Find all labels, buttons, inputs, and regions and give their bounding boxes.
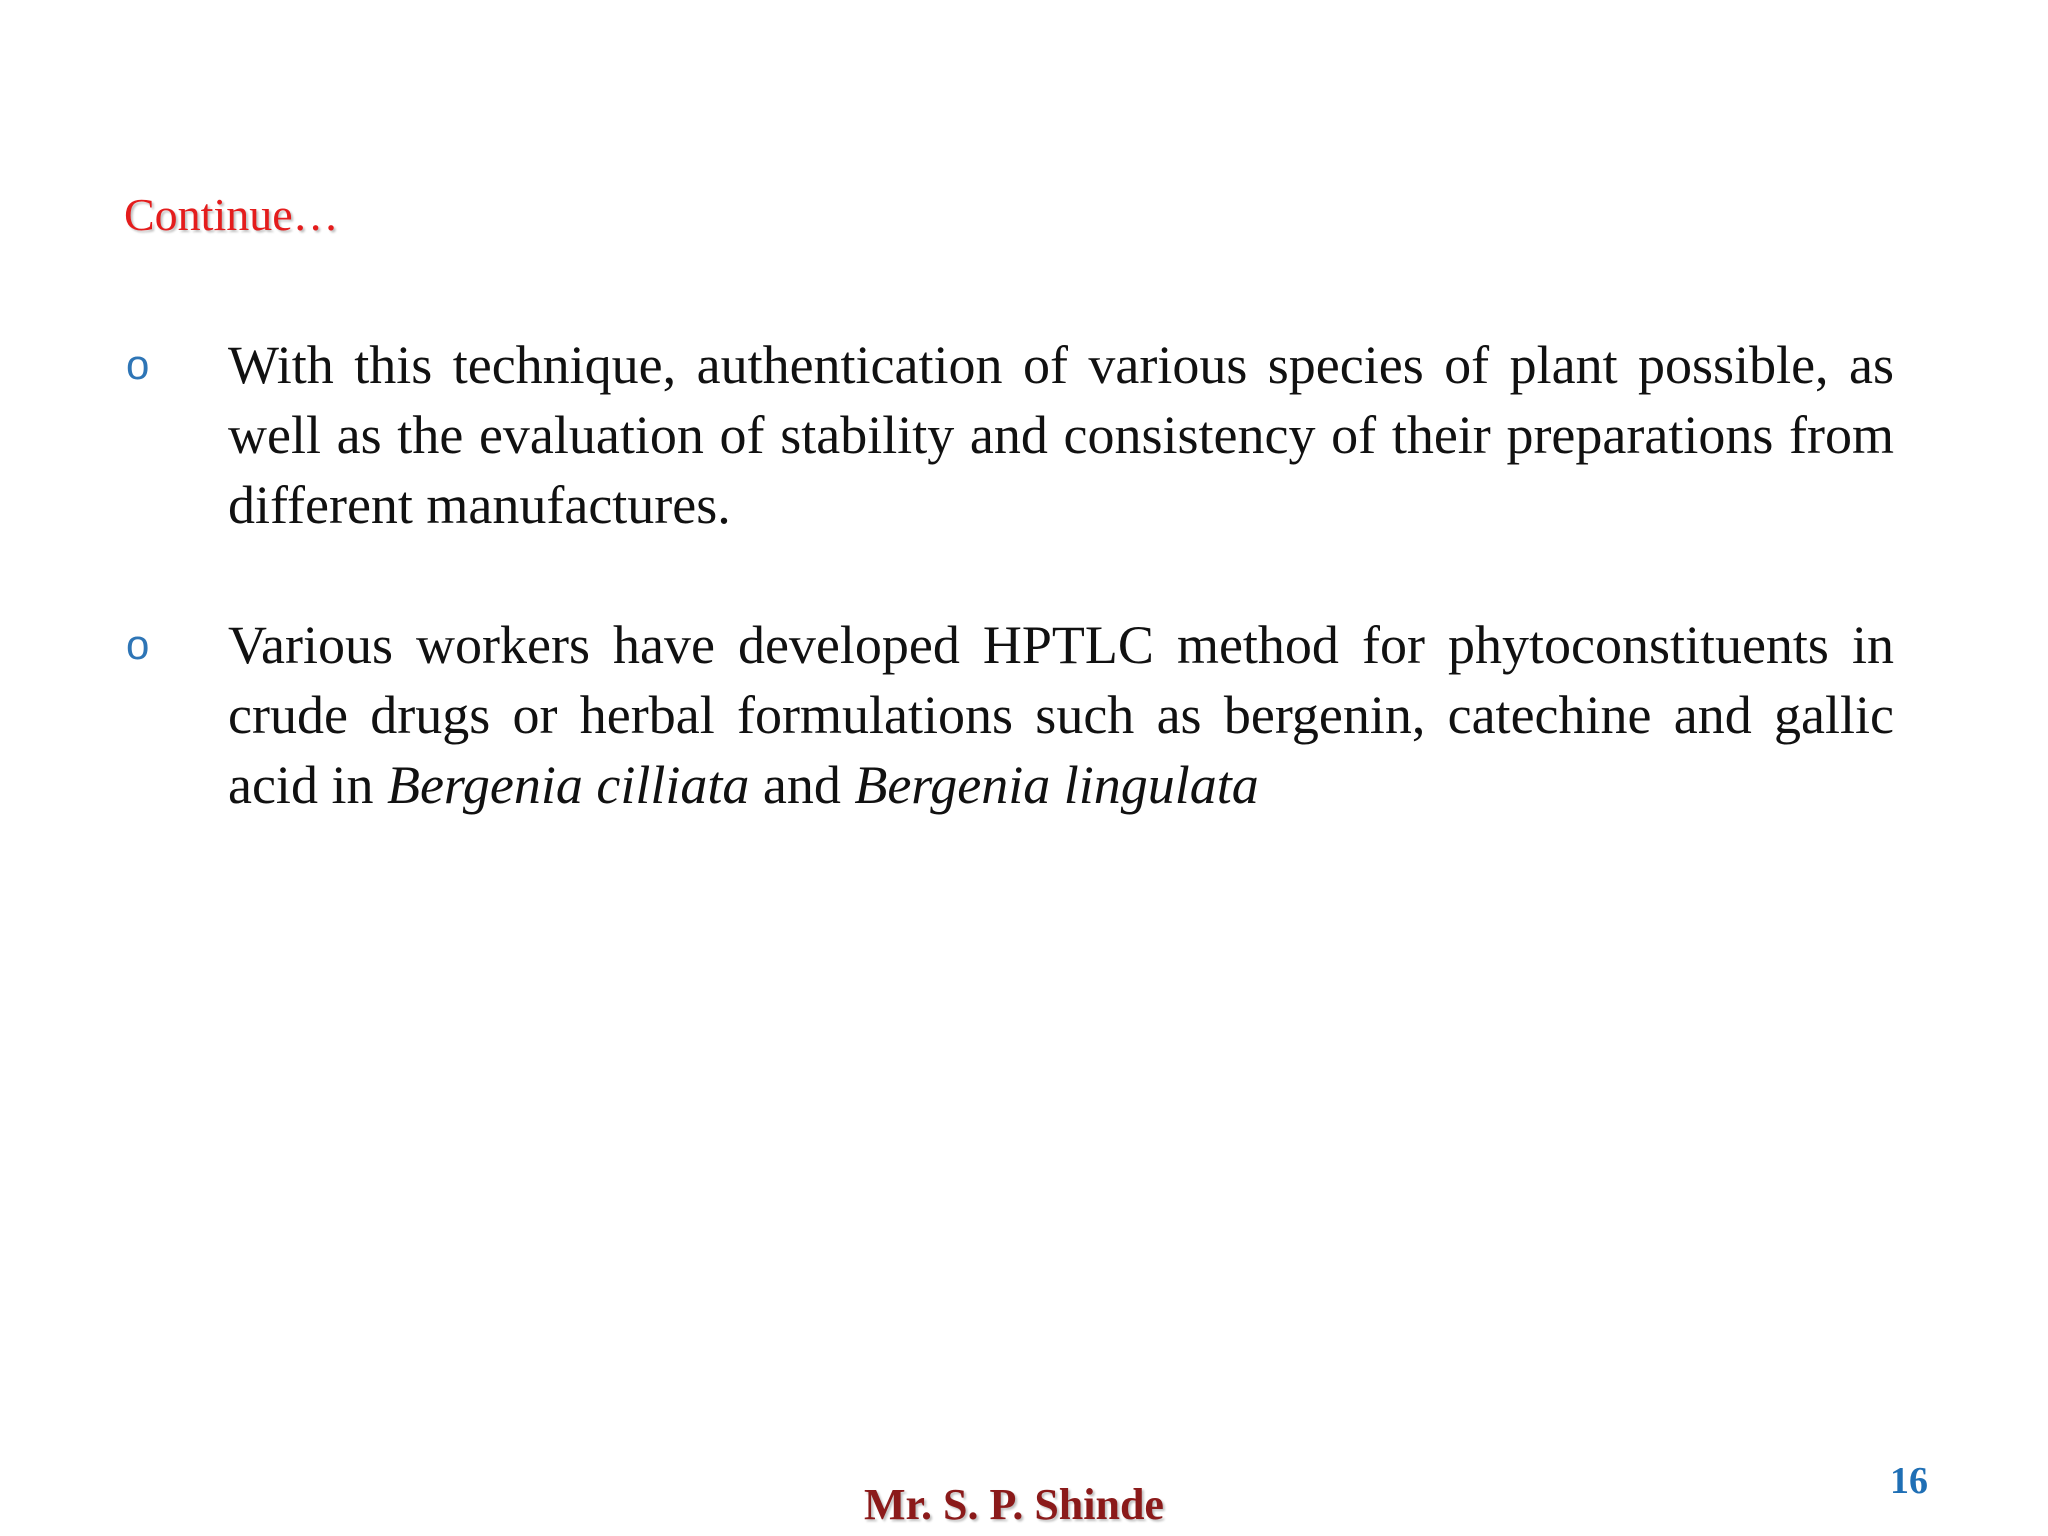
species-name: Bergenia lingulata [854,755,1259,815]
bullet-marker-icon: o [126,341,150,388]
bullet-list [124,330,1894,890]
footer-author: Mr. S. P. Shinde [864,1480,1164,1529]
page-number: 16 [1890,1460,1928,1502]
bullet-text-between: and [749,755,855,815]
bullet-marker-icon: o [126,621,150,668]
bullet-text-before: Various workers have developed HPTLC method for phytoconstituents in crude drugs or herbal formulations such as bergenin, catechine and gallic acid in [228,615,1894,815]
bullet-item [124,330,1894,540]
slide-title: Continue… [124,189,339,240]
species-name: Bergenia cilliata [386,755,750,815]
bullet-text [228,610,1894,820]
bullet-text: With this technique, authentication of various species of plant possible, as well as the evaluation of stability and consistency of their preparations from different manufactures. [228,335,1894,535]
bullet-item [124,610,1894,820]
